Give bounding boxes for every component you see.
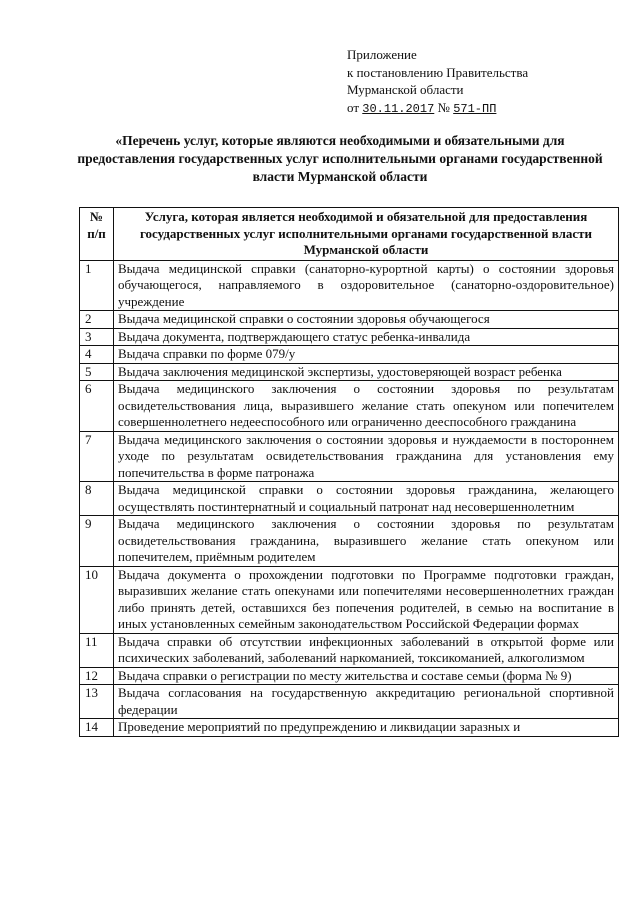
table-row [80,566,619,633]
table-row [80,667,619,685]
row-number: 3 [80,328,114,346]
row-service: Выдача документа о прохождении подготовки по Программе подготовки граждан, выразивших желание стать опекунами или попечителями несовершеннолетних граждан либо принять детей, оставшихся без попечения родителей, в семью на воспитание в иных установленных семейным законодательством Российской Федерации формах [114,566,619,633]
row-service: Выдача документа, подтверждающего статус ребенка-инвалида [114,328,619,346]
row-number: 13 [80,685,114,719]
table-row [80,381,619,432]
header-service: Услуга, которая является необходимой и обязательной для предоставления государственных услуг исполнительными органами государственной власти Мурманской области [114,208,619,261]
approval-block [347,46,528,118]
row-service: Выдача медицинского заключения о состоянии здоровья по результатам освидетельствования гражданина, выразившего желание стать опекуном или попечителем, приёмным родителем [114,516,619,567]
row-number: 9 [80,516,114,567]
approval-date: 30.11.2017 [362,101,435,116]
header-num: № п/п [80,208,114,261]
row-service: Выдача заключения медицинской экспертизы, удостоверяющей возраст ребенка [114,363,619,381]
table-row [80,346,619,364]
table-body [80,260,619,736]
services-table [79,207,619,737]
row-service: Выдача медицинской справки о состоянии здоровья обучающегося [114,311,619,329]
row-number: 2 [80,311,114,329]
row-number: 8 [80,482,114,516]
approval-line-resolution: к постановлению Правительства [347,64,529,80]
approval-date-line [347,99,528,119]
table-row [80,260,619,311]
table-header-row [80,208,619,261]
approval-line-region: Мурманской области [347,82,464,97]
number-prefix: № [437,99,450,115]
table-row [80,328,619,346]
row-service: Выдача медицинской справки (санаторно-курортной карты) о состоянии здоровья обучающегося, направляемого в оздоровительное (санаторно-оздоровительное) учреждение [114,260,619,311]
row-service: Выдача медицинского заключения о состоянии здоровья и нуждаемости в постороннем уходе по результатам освидетельствования гражданина для установления ему попечительства в форме патронажа [114,431,619,482]
row-number: 7 [80,431,114,482]
row-service: Выдача справки об отсутствии инфекционных заболеваний в открытой форме или психических заболеваний, заболеваний наркоманией, токсикоманией, алкоголизмом [114,633,619,667]
table-row [80,431,619,482]
row-service: Выдача справки по форме 079/у [114,346,619,364]
document-title: «Перечень услуг, которые являются необходимыми и обязательными для предоставления государственных услуг исполнительными органами государственной власти Мурманской области [77,133,603,184]
table-row [80,482,619,516]
approval-number: 571-ПП [453,101,497,116]
row-service: Выдача согласования на государственную аккредитацию региональной спортивной федерации [114,685,619,719]
row-number: 1 [80,260,114,311]
row-service: Выдача медицинской справки о состоянии здоровья гражданина, желающего осуществлять постинтернатный и социальный патронат над несовершеннолетним [114,482,619,516]
row-number: 4 [80,346,114,364]
row-service: Выдача справки о регистрации по месту жительства и составе семьи (форма № 9) [114,667,619,685]
table-row [80,633,619,667]
row-number: 14 [80,719,114,737]
row-number: 12 [80,667,114,685]
date-prefix: от [347,99,360,115]
table-row [80,363,619,381]
table-row [80,516,619,567]
row-number: 10 [80,566,114,633]
table-row [80,719,619,737]
row-number: 11 [80,633,114,667]
row-service: Выдача медицинского заключения о состоянии здоровья по результатам освидетельствования лица, выразившего желание стать опекуном или попечителем совершеннолетнего недееспособного или ограниченно дееспособного гражданина [114,381,619,432]
approval-line-appendix: Приложение [347,47,417,62]
row-number: 6 [80,381,114,432]
table-row [80,311,619,329]
row-number: 5 [80,363,114,381]
row-service: Проведение мероприятий по предупреждению и ликвидации заразных и [114,719,619,737]
table-row [80,685,619,719]
